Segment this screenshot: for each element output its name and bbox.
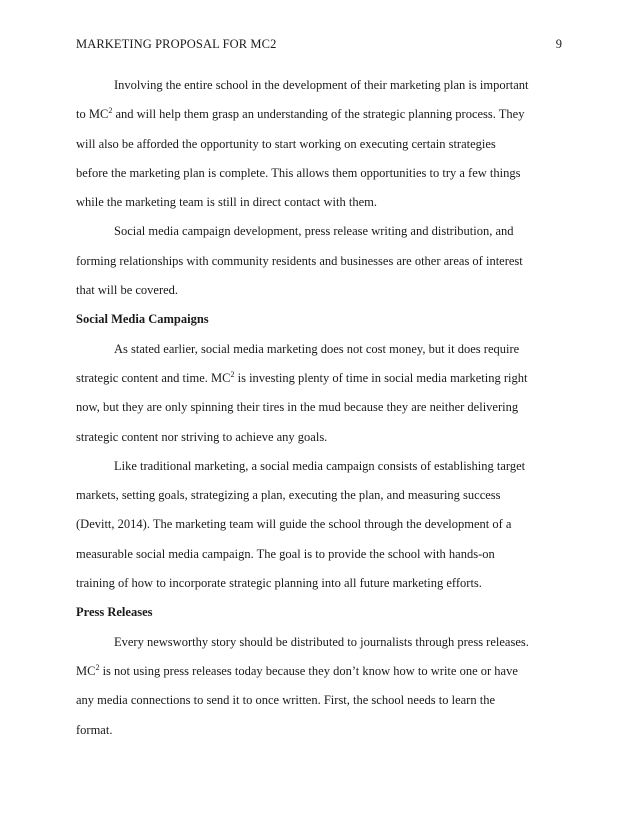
text-line: forming relationships with community residents and businesses are other areas of interest	[76, 253, 523, 268]
text-line: measurable social media campaign. The goal is to provide the school with hands-on	[76, 546, 495, 561]
text-line: markets, setting goals, strategizing a plan, executing the plan, and measuring success	[76, 488, 501, 503]
text-line: format.	[76, 722, 113, 737]
text-line: will also be afforded the opportunity to start working on executing certain strategies	[76, 136, 496, 151]
text-line: before the marketing plan is complete. This allows them opportunities to try a few things	[76, 165, 521, 180]
text-line: any media connections to send it to once written. First, the school needs to learn the	[76, 693, 495, 708]
paragraph-4	[76, 452, 562, 598]
text-line: training of how to incorporate strategic planning into all future marketing efforts.	[76, 576, 482, 591]
section-heading-social-media-campaigns: Social Media Campaigns	[76, 312, 209, 327]
text-line: strategic content and time. $MC^2$ is investing plenty of time in social media marketing right	[76, 369, 528, 385]
text-line: $MC^2$ is not using press releases today because they don’t know how to write one or have	[76, 662, 518, 678]
text-line: Involving the entire school in the development of their marketing plan is important	[114, 78, 529, 92]
header-title: MARKETING PROPOSAL FOR MC2	[76, 37, 277, 51]
text-line: Social media campaign development, press release writing and distribution, and	[114, 224, 514, 239]
paragraph-2	[76, 217, 562, 305]
document-body	[76, 71, 562, 745]
paragraph-3	[76, 335, 562, 452]
text-line: Every newsworthy story should be distributed to journalists through press releases.	[114, 634, 529, 649]
page-number: 9	[555, 37, 562, 51]
text-line: (Devitt, 2014). The marketing team will guide the school through the development of a	[76, 517, 512, 532]
text-line: Like traditional marketing, a social media campaign consists of establishing target	[114, 458, 526, 473]
text-line: to $MC^2$ and will help them grasp an understanding of the strategic planning process. They	[76, 106, 525, 122]
text-line: now, but they are only spinning their tires in the mud because they are neither delivering	[76, 400, 519, 415]
text-line: strategic content nor striving to achieve any goals.	[76, 429, 328, 444]
paragraph-1	[76, 71, 562, 217]
text-line: while the marketing team is still in direct contact with them.	[76, 195, 377, 210]
paragraph-5	[76, 628, 562, 745]
section-heading-press-releases: Press Releases	[76, 605, 153, 620]
text-line: As stated earlier, social media marketing does not cost money, but it does require	[114, 341, 520, 356]
text-line: that will be covered.	[76, 283, 179, 298]
